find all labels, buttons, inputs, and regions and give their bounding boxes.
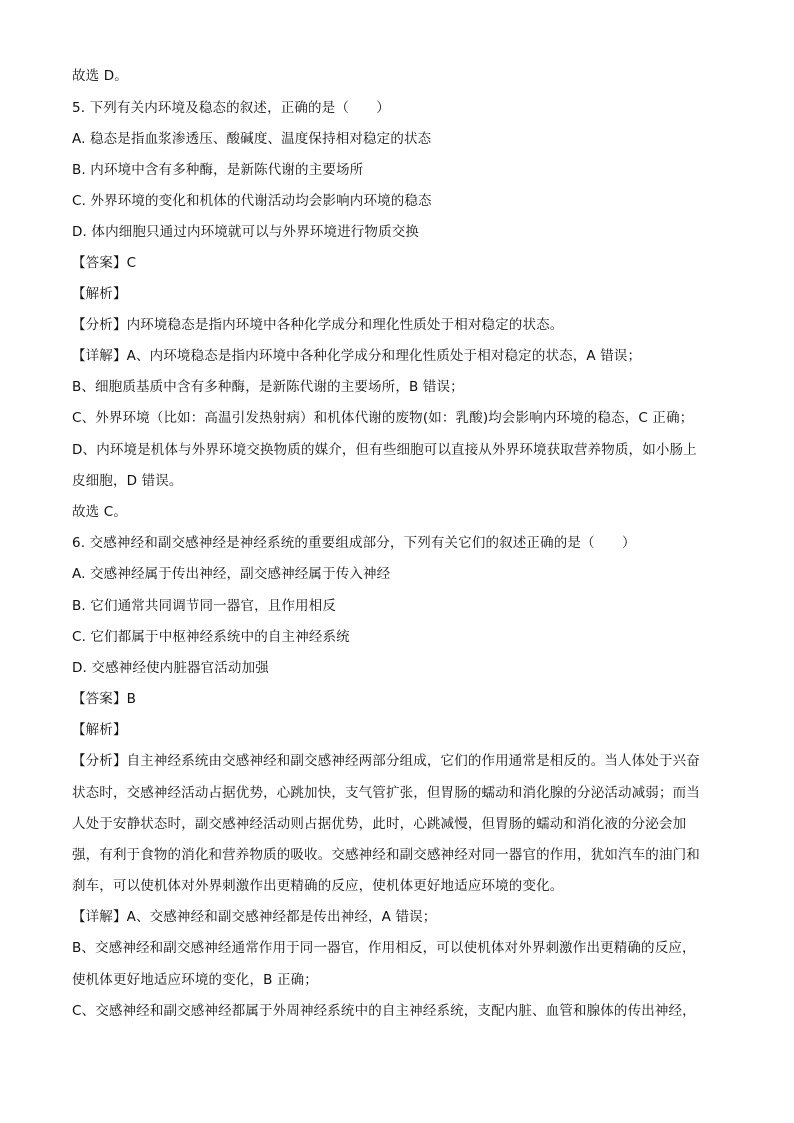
question-6-stem: 6. 交感神经和副交感神经是神经系统的重要组成部分，下列有关它们的叙述正确的是（ ） (72, 535, 636, 551)
question-5-detail-b: B、细胞质基质中含有多种酶，是新陈代谢的主要场所，B 错误； (72, 379, 464, 395)
question-5-option-a: A. 稳态是指血浆渗透压、酸碱度、温度保持相对稳定的状态 (72, 131, 432, 147)
question-5-detail-d-line1: D、内环境是机体与外界环境交换物质的媒介，但有些细胞可以直接从外界环境获取营养物质，如小肠上 (72, 442, 697, 458)
question-6-detail-b-line2: 使机体更好地适应环境的变化，B 正确； (72, 972, 318, 988)
question-5-detail-c: C、外界环境（比如：高温引发热射病）和机体代谢的废物(如：乳酸)均会影响内环境的稳态，C 正确； (72, 410, 694, 426)
question-6-analysis-heading: 【解析】 (72, 722, 127, 738)
question-5-option-d: D. 体内细胞只通过内环境就可以与外界环境进行物质交换 (72, 224, 420, 240)
question-6-analysis-line1: 【分析】自主神经系统由交感神经和副交感神经两部分组成，它们的作用通常是相反的。当人体处于兴奋 (72, 753, 700, 769)
question-6-option-b: B. 它们通常共同调节同一器官，且作用相反 (72, 598, 336, 614)
question-6-option-d: D. 交感神经使内脏器官活动加强 (72, 660, 269, 676)
question-5-option-b: B. 内环境中含有多种酶，是新陈代谢的主要场所 (72, 162, 364, 178)
question-6-detail-a: 【详解】A、交感神经和副交感神经都是传出神经，A 错误； (72, 909, 437, 925)
question-6-analysis-line4: 强，有利于食物的消化和营养物质的吸收。交感神经和副交感神经对同一器官的作用，犹如汽车的油门和 (72, 847, 700, 863)
question-6-detail-b-line1: B、交感神经和副交感神经通常作用于同一器官，作用相反，可以使机体对外界刺激作出更精确的反应， (72, 940, 696, 956)
question-5-detail-d-line2: 皮细胞，D 错误。 (72, 473, 183, 489)
question-6-answer: 【答案】B (72, 691, 137, 707)
question-6-analysis-line2: 状态时，交感神经活动占据优势，心跳加快，支气管扩张，但胃肠的蠕动和消化腺的分泌活动减弱；而当 (72, 785, 700, 801)
text-line-conclusion-c: 故选 C。 (72, 504, 127, 520)
question-5-stem: 5. 下列有关内环境及稳态的叙述，正确的是（ ） (72, 100, 390, 116)
question-6-detail-c-line1: C、交感神经和副交感神经都属于外周神经系统中的自主神经系统，支配内脏、血管和腺体的传出神经， (72, 1003, 696, 1019)
question-6-option-c: C. 它们都属于中枢神经系统中的自主神经系统 (72, 629, 350, 645)
question-6-analysis-line3: 人处于安静状态时，副交感神经活动则占据优势，此时，心跳减慢，但胃肠的蠕动和消化液的分泌会加 (72, 816, 687, 832)
question-5-option-c: C. 外界环境的变化和机体的代谢活动均会影响内环境的稳态 (72, 193, 432, 209)
question-6-option-a: A. 交感神经属于传出神经，副交感神经属于传入神经 (72, 566, 391, 582)
question-6-analysis-line5: 刹车，可以使机体对外界刺激作出更精确的反应，使机体更好地适应环境的变化。 (72, 878, 564, 894)
question-5-analysis-heading: 【解析】 (72, 286, 127, 302)
question-5-detail-a: 【详解】A、内环境稳态是指内环境中各种化学成分和理化性质处于相对稳定的状态，A 错误； (72, 348, 642, 364)
question-5-analysis: 【分析】内环境稳态是指内环境中各种化学成分和理化性质处于相对稳定的状态。 (72, 317, 564, 333)
text-line-conclusion-d: 故选 D。 (72, 68, 128, 84)
question-5-answer: 【答案】C (72, 255, 137, 271)
